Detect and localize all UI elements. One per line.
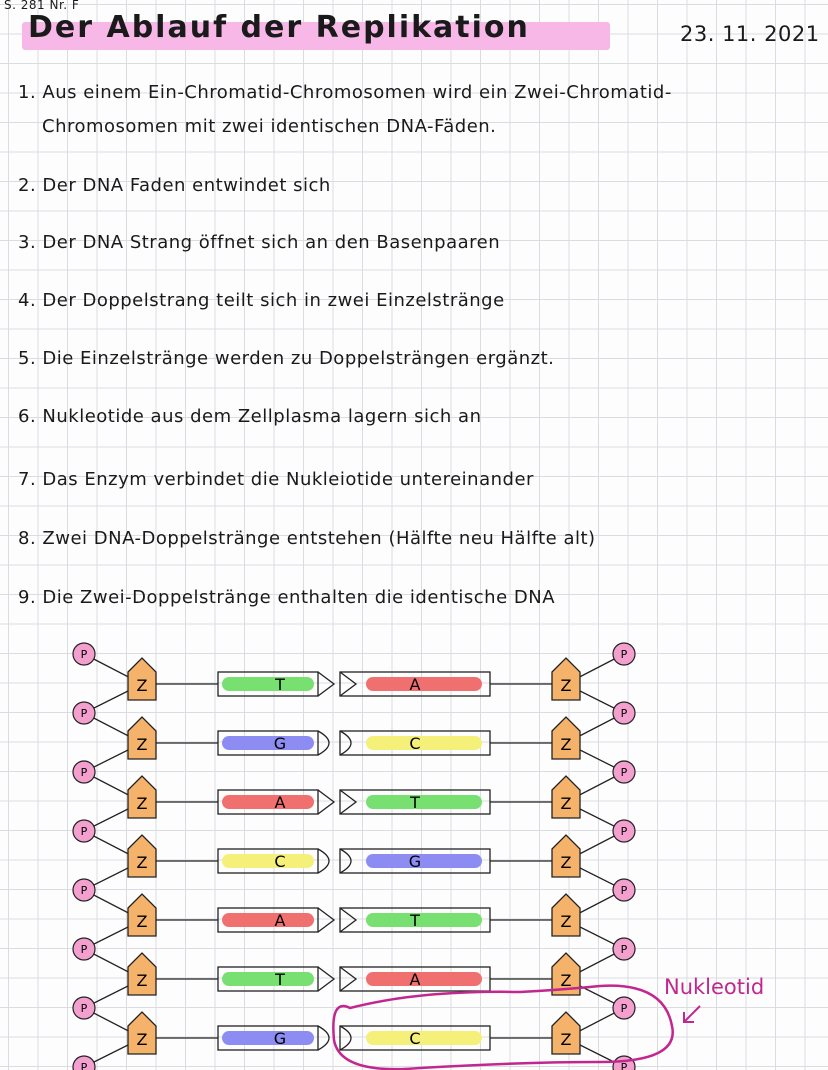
base-fill-right bbox=[366, 1031, 482, 1045]
phosphate bbox=[613, 761, 635, 783]
base-pair-row bbox=[128, 658, 580, 700]
base-label-left: A bbox=[274, 911, 286, 930]
step-2: 2. Der DNA Faden entwindet sich bbox=[18, 175, 331, 196]
sugar-label: Z bbox=[560, 735, 572, 754]
sugar-label: Z bbox=[560, 676, 572, 695]
title-block bbox=[22, 10, 530, 45]
base-label-left: G bbox=[273, 1029, 287, 1048]
phosphate bbox=[73, 702, 95, 724]
base-fill-right bbox=[366, 913, 482, 927]
sugar-label: Z bbox=[136, 735, 148, 754]
phosphate bbox=[73, 820, 95, 842]
phosphate bbox=[73, 1056, 95, 1070]
sugar-label: Z bbox=[136, 676, 148, 695]
sugar-label: Z bbox=[560, 794, 572, 813]
sugar-label: Z bbox=[136, 1030, 148, 1049]
sugar-label: Z bbox=[136, 853, 148, 872]
phosphate-label: P bbox=[620, 825, 628, 838]
connector-right bbox=[340, 908, 356, 932]
connector-right bbox=[340, 849, 351, 873]
annotation-label: Nukleotid bbox=[664, 975, 765, 999]
step-6: 6. Nukleotide aus dem Zellplasma lagern sich an bbox=[18, 406, 482, 427]
phosphate-label: P bbox=[80, 648, 88, 661]
sugar bbox=[552, 776, 580, 818]
dna-replication-diagram bbox=[0, 630, 828, 1070]
phosphate-label: P bbox=[620, 884, 628, 897]
base-fill-left bbox=[222, 736, 314, 750]
base-fill-right bbox=[366, 736, 482, 750]
base-label-left: G bbox=[273, 734, 287, 753]
step-7: 7. Das Enzym verbindet die Nukleiotide untereinander bbox=[18, 469, 534, 490]
sugar bbox=[128, 953, 156, 995]
phosphate-label: P bbox=[80, 766, 88, 779]
base-label-left: T bbox=[275, 675, 285, 694]
step-4: 4. Der Doppelstrang teilt sich in zwei Einzelstränge bbox=[18, 290, 505, 311]
base-fill-left bbox=[222, 972, 314, 986]
connector-left bbox=[318, 790, 334, 814]
page-reference: S. 281 Nr. F bbox=[4, 0, 80, 12]
sugar bbox=[552, 835, 580, 877]
phosphate-label: P bbox=[80, 825, 88, 838]
connector-right bbox=[340, 1026, 351, 1050]
phosphate bbox=[613, 879, 635, 901]
base-pair-row bbox=[128, 717, 580, 759]
nucleotide-annotation bbox=[333, 975, 764, 1069]
connector-right bbox=[340, 672, 356, 696]
phosphate-label: P bbox=[620, 943, 628, 956]
base-pair-row bbox=[128, 953, 580, 995]
base-label-right: G bbox=[408, 852, 422, 871]
phosphate bbox=[613, 820, 635, 842]
phosphate-label: P bbox=[80, 884, 88, 897]
phosphate-label: P bbox=[80, 1061, 88, 1070]
base-fill-right bbox=[366, 854, 482, 868]
phosphate bbox=[613, 938, 635, 960]
base-label-right: A bbox=[409, 675, 421, 694]
connector-left bbox=[318, 1026, 329, 1050]
step-5: 5. Die Einzelstränge werden zu Doppelsträngen ergänzt. bbox=[18, 348, 555, 369]
phosphate-label: P bbox=[80, 1002, 88, 1015]
sugar bbox=[128, 717, 156, 759]
connector-right bbox=[340, 790, 356, 814]
phosphate bbox=[613, 643, 635, 665]
sugar-label: Z bbox=[136, 971, 148, 990]
connector-left bbox=[318, 849, 329, 873]
annotation-arrow bbox=[684, 1006, 700, 1022]
connector-right bbox=[340, 967, 356, 991]
phosphate-label: P bbox=[620, 1002, 628, 1015]
sugar bbox=[128, 835, 156, 877]
base-label-right: T bbox=[410, 793, 420, 812]
sugar-label: Z bbox=[136, 794, 148, 813]
connector-left bbox=[318, 967, 334, 991]
phosphate-label: P bbox=[80, 943, 88, 956]
phosphate-label: P bbox=[620, 766, 628, 779]
phosphate bbox=[73, 879, 95, 901]
step-8: 8. Zwei DNA-Doppelstränge entstehen (Hälfte neu Hälfte alt) bbox=[18, 528, 596, 549]
base-fill-left bbox=[222, 1031, 314, 1045]
phosphate-label: P bbox=[620, 648, 628, 661]
page-title: Der Ablauf der Replikation bbox=[28, 10, 530, 45]
connector-right bbox=[340, 731, 351, 755]
sugar bbox=[128, 776, 156, 818]
step-9: 9. Die Zwei-Doppelstränge enthalten die identische DNA bbox=[18, 587, 556, 608]
step-1-cont: Chromosomen mit zwei identischen DNA-Fäden. bbox=[42, 116, 497, 137]
base-pair-row bbox=[128, 776, 580, 818]
phosphate-label: P bbox=[620, 707, 628, 720]
step-1: 1. Aus einem Ein-Chromatid-Chromosomen wird ein Zwei-Chromatid- bbox=[18, 82, 672, 103]
phosphate bbox=[613, 1056, 635, 1070]
base-pair-row bbox=[128, 1012, 580, 1054]
base-label-left: A bbox=[274, 793, 286, 812]
sugar bbox=[552, 894, 580, 936]
connector-left bbox=[318, 672, 334, 696]
sugar bbox=[128, 658, 156, 700]
connector-left bbox=[318, 908, 334, 932]
sugar-label: Z bbox=[560, 912, 572, 931]
base-label-left: C bbox=[274, 852, 286, 871]
phosphate bbox=[73, 997, 95, 1019]
phosphate-label: P bbox=[80, 707, 88, 720]
base-label-left: T bbox=[275, 970, 285, 989]
phosphate-label: P bbox=[620, 1061, 628, 1070]
base-pair-row bbox=[128, 894, 580, 936]
base-fill-right bbox=[366, 972, 482, 986]
base-fill-left bbox=[222, 795, 314, 809]
sugar-label: Z bbox=[136, 912, 148, 931]
base-label-right: C bbox=[409, 1029, 421, 1048]
sugar bbox=[552, 658, 580, 700]
sugar-label: Z bbox=[560, 971, 572, 990]
base-fill-right bbox=[366, 795, 482, 809]
sugar bbox=[128, 1012, 156, 1054]
sugar-label: Z bbox=[560, 1030, 572, 1049]
base-fill-left bbox=[222, 677, 314, 691]
phosphate bbox=[73, 643, 95, 665]
base-label-right: C bbox=[409, 734, 421, 753]
base-fill-left bbox=[222, 854, 314, 868]
phosphate bbox=[613, 997, 635, 1019]
base-label-right: A bbox=[409, 970, 421, 989]
phosphate bbox=[73, 761, 95, 783]
phosphate bbox=[613, 702, 635, 724]
sugar bbox=[128, 894, 156, 936]
sugar-label: Z bbox=[560, 853, 572, 872]
base-fill-left bbox=[222, 913, 314, 927]
sugar bbox=[552, 717, 580, 759]
step-3: 3. Der DNA Strang öffnet sich an den Basenpaaren bbox=[18, 232, 501, 253]
phosphate bbox=[73, 938, 95, 960]
connector-left bbox=[318, 731, 329, 755]
base-fill-right bbox=[366, 677, 482, 691]
base-pair-row bbox=[128, 835, 580, 877]
base-label-right: T bbox=[410, 911, 420, 930]
date: 23. 11. 2021 bbox=[680, 22, 820, 46]
sugar bbox=[552, 1012, 580, 1054]
